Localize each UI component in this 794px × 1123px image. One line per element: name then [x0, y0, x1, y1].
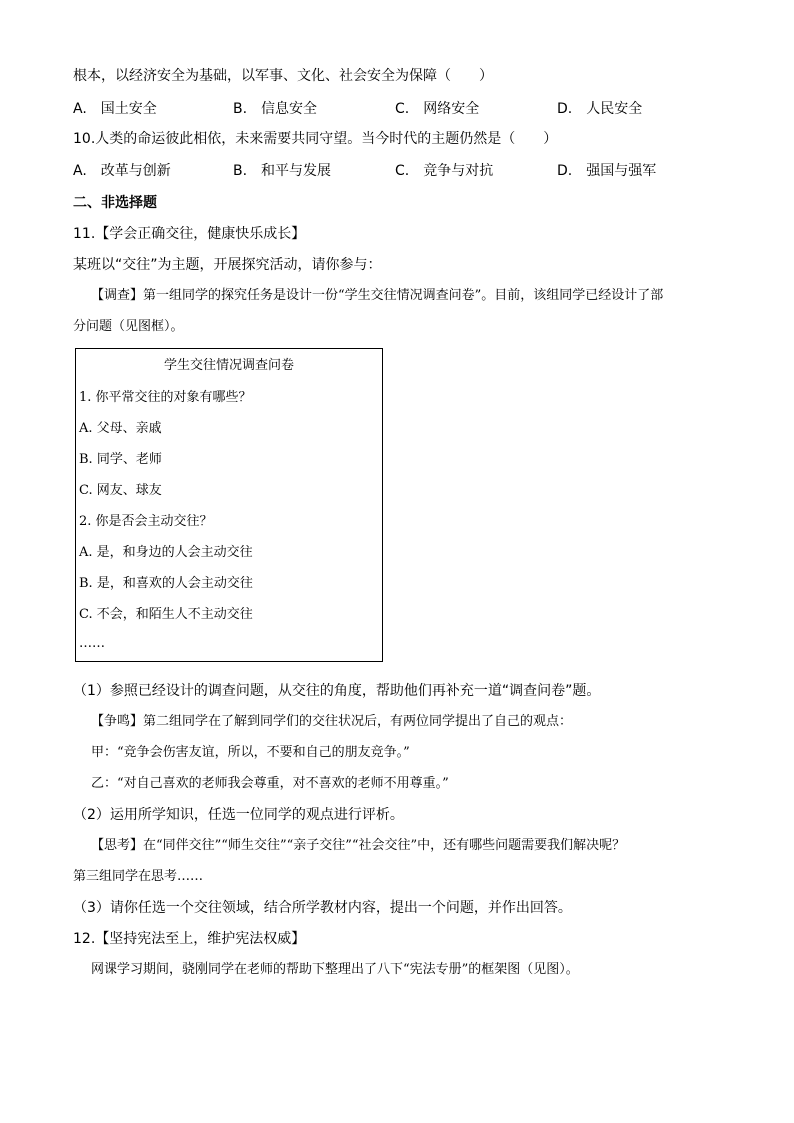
q12-title: 12.【坚持宪法至上，维护宪法权威】	[73, 931, 306, 947]
q11-think-1: 【思考】在“同伴交往”“师生交往”“亲子交往”“社会交往”中，还有哪些问题需要我们解决呢？	[91, 838, 626, 853]
questionnaire-line: 2. 你是否会主动交往？	[79, 514, 213, 529]
q11-think-2: 第三组同学在思考……	[73, 869, 204, 884]
section-heading: 二、非选择题	[73, 195, 157, 211]
q12-intro: 网课学习期间，骁刚同学在老师的帮助下整理出了八下“宪法专册”的框架图（见图）。	[91, 962, 579, 977]
questionnaire-line: 1. 你平常交往的对象有哪些？	[79, 390, 252, 405]
q9-option-b: B. 信息安全	[233, 101, 318, 117]
q11-intro: 某班以“交往”为主题，开展探究活动，请你参与：	[73, 257, 382, 273]
q11-jia: 甲：“竞争会伤害友谊，所以，不要和自己的朋友竞争。”	[91, 745, 410, 760]
questionnaire-line: B. 同学、老师	[79, 452, 162, 467]
q11-sub1: （1）参照已经设计的调查问题，从交往的角度，帮助他们再补充一道“调查问卷”题。	[73, 683, 601, 699]
q9-option-c: C. 网络安全	[395, 101, 480, 117]
q9-option-d: D. 人民安全	[557, 101, 643, 117]
questionnaire-title: 学生交往情况调查问卷	[163, 358, 294, 373]
questionnaire-line: B. 是，和喜欢的人会主动交往	[79, 576, 253, 591]
questionnaire-box	[75, 348, 383, 662]
q11-yi: 乙：“对自己喜欢的老师我会尊重，对不喜欢的老师不用尊重。”	[91, 776, 449, 791]
q11-survey-para-1: 【调查】第一组同学的探究任务是设计一份“学生交往情况调查问卷”。目前，该组同学已经设计了部	[91, 288, 664, 303]
q10-option-b: B. 和平与发展	[233, 163, 332, 179]
q11-survey-para-2: 分问题（见图框）。	[73, 319, 184, 334]
questionnaire-line: ……	[79, 636, 105, 651]
questionnaire-line: C. 网友、球友	[79, 483, 162, 498]
q10-option-d: D. 强国与强军	[557, 163, 657, 179]
q9-stem-tail: 根本，以经济安全为基础，以军事、文化、社会安全为保障（ ）	[73, 68, 493, 84]
q11-sub2: （2）运用所学知识，任选一位同学的观点进行评析。	[73, 807, 404, 823]
q9-option-a: A. 国土安全	[73, 101, 157, 117]
questionnaire-line: C. 不会，和陌生人不主动交往	[79, 607, 253, 622]
questionnaire-line: A. 父母、亲戚	[79, 421, 162, 436]
questionnaire-line: A. 是，和身边的人会主动交往	[79, 545, 253, 560]
q10-option-a: A. 改革与创新	[73, 163, 171, 179]
q11-title: 11.【学会正确交往，健康快乐成长】	[73, 226, 306, 242]
q10-option-c: C. 竞争与对抗	[395, 163, 494, 179]
q11-debate-intro: 【争鸣】第二组同学在了解到同学们的交往状况后，有两位同学提出了自己的观点：	[91, 714, 573, 729]
q10-stem: 10.人类的命运彼此相依，未来需要共同守望。当今时代的主题仍然是（ ）	[73, 131, 558, 147]
q11-sub3: （3）请你任选一个交往领域，结合所学教材内容，提出一个问题，并作出回答。	[73, 900, 572, 916]
